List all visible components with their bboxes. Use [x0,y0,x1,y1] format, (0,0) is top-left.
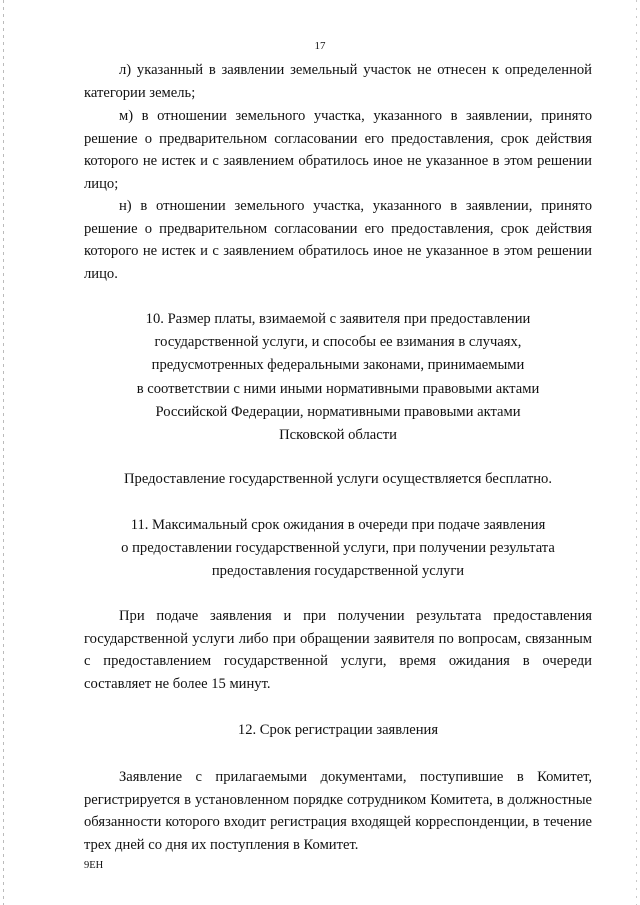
section-10-heading-line: Российской Федерации, нормативными правовыми актами [155,403,521,420]
section-10-heading [84,308,592,447]
section-10-heading-line: 10. Размер платы, взимаемой с заявителя при предоставлении [145,311,531,327]
section-10-heading-line: государственной услуги, и способы ее взимания в случаях, [154,334,522,351]
section-11-body: При подаче заявления и при получении результата предоставления государственной услуги либо при обращении заявителя по вопросам, связанным с предоставлением государственной услуги, время ожидания в очереди составляет не более 15 минут. [84,608,592,692]
scan-edge-left [3,0,4,905]
item-l-paragraph: л) указанный в заявлении земельный участок не отнесен к определенной категории земель; [84,62,592,101]
footer-code: 9ЕН [84,860,104,871]
scan-edge-right [636,0,637,905]
section-11-heading-line: 11. Максимальный срок ожидания в очереди при подаче заявления [130,517,546,533]
section-11-heading-line: о предоставлении государственной услуги, при получении результата [121,540,555,557]
item-n-paragraph: н) в отношении земельного участка, указанного в заявлении, принято решение о предварительном согласовании его предоставления, срок действия которого не истек и с заявлением обратилось иное не указанное в этом решении лицо. [84,198,592,282]
item-m-paragraph: м) в отношении земельного участка, указанного в заявлении, принято решение о предварительном согласовании его предоставления, срок действия которого не истек и с заявлением обратилось иное не указанное в этом решении лицо; [84,108,592,192]
section-11-heading [84,514,592,584]
section-10-heading-line: Псковской области [279,427,397,444]
page-number: 17 [314,40,326,52]
section-10-heading-line: предусмотренных федеральными законами, принимаемыми [151,357,525,374]
section-10-heading-line: в соответствии с ними иными нормативными правовыми актами [136,380,540,397]
section-12-heading: 12. Срок регистрации заявления [237,722,439,738]
section-12-body: Заявление с прилагаемыми документами, поступившие в Комитет, регистрируется в установленном порядке сотрудником Комитета, в должностные обязанности которого входит регистрация входящей корреспонденции, в течение трех дней со дня их поступления в Комитет. [84,769,592,853]
section-11-heading-line: предоставления государственной услуги [211,563,465,580]
section-10-body: Предоставление государственной услуги осуществляется бесплатно. [124,471,552,487]
